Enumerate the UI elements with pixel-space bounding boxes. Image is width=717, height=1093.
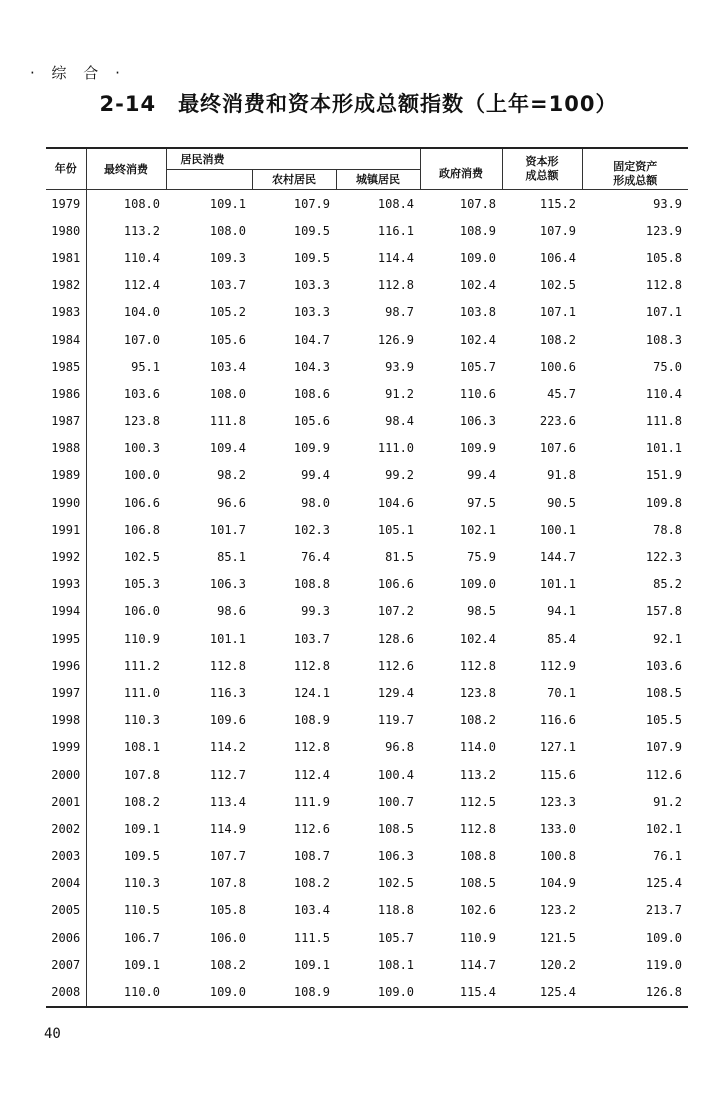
value-cell: 97.5 <box>467 495 497 510</box>
value-cell: 112.8 <box>377 278 415 293</box>
table-row <box>46 326 688 353</box>
value-cell: 108.4 <box>377 196 415 211</box>
value-cell: 70.1 <box>547 685 577 700</box>
year-cell: 2003 <box>46 843 86 870</box>
value-cell: 106.3 <box>377 849 415 864</box>
value-cell: 45.7 <box>547 386 577 401</box>
year-cell: 1995 <box>46 625 86 652</box>
value-cell: 112.6 <box>645 767 683 782</box>
year-cell: 2004 <box>46 870 86 897</box>
value-cell: 119.0 <box>645 957 683 972</box>
value-cell: 122.3 <box>645 550 683 565</box>
value-cell: 106.8 <box>123 522 160 537</box>
value-cell: 110.3 <box>123 876 160 891</box>
value-cell: 103.8 <box>459 305 497 320</box>
value-cell: 102.1 <box>645 821 683 836</box>
value-cell: 110.4 <box>645 386 683 401</box>
value-cell: 105.7 <box>377 930 415 945</box>
value-cell: 99.4 <box>467 468 497 483</box>
table-row <box>46 299 688 326</box>
year-cell: 1997 <box>46 679 86 706</box>
value-cell: 98.0 <box>301 495 330 510</box>
section-label: · 综 合 · <box>30 64 126 82</box>
value-cell: 107.0 <box>123 332 160 347</box>
value-cell: 123.2 <box>539 903 577 918</box>
year-cell: 2006 <box>46 924 86 951</box>
table-row <box>46 734 688 761</box>
year-cell: 1996 <box>46 652 86 679</box>
value-cell: 102.3 <box>293 522 330 537</box>
year-cell: 1998 <box>46 707 86 734</box>
value-cell: 96.6 <box>217 495 246 510</box>
value-cell: 105.6 <box>293 414 330 429</box>
value-cell: 106.6 <box>123 495 160 510</box>
value-cell: 108.5 <box>645 685 683 700</box>
year-cell: 1985 <box>46 353 86 380</box>
value-cell: 99.2 <box>385 468 415 483</box>
value-cell: 151.9 <box>645 468 683 483</box>
value-cell: 107.9 <box>539 223 577 238</box>
value-cell: 126.9 <box>377 332 415 347</box>
value-cell: 106.6 <box>377 577 415 592</box>
table-row <box>46 652 688 679</box>
value-cell: 113.2 <box>459 767 497 782</box>
value-cell: 103.3 <box>293 278 330 293</box>
value-cell: 108.5 <box>459 876 497 891</box>
value-cell: 109.5 <box>123 849 160 864</box>
value-cell: 106.4 <box>539 250 577 265</box>
value-cell: 108.0 <box>209 386 246 401</box>
year-cell: 1981 <box>46 244 86 271</box>
value-cell: 111.2 <box>123 658 160 673</box>
value-cell: 112.4 <box>293 767 330 782</box>
page-title <box>0 88 717 118</box>
value-cell: 99.3 <box>301 604 330 619</box>
value-cell: 91.2 <box>653 794 683 809</box>
value-cell: 109.0 <box>645 930 683 945</box>
table-row <box>46 543 688 570</box>
value-cell: 108.7 <box>293 849 330 864</box>
value-cell: 78.8 <box>653 522 683 537</box>
value-cell: 105.1 <box>377 522 415 537</box>
value-cell: 101.7 <box>209 522 246 537</box>
value-cell: 108.2 <box>209 957 246 972</box>
value-cell: 123.9 <box>645 223 683 238</box>
value-cell: 111.8 <box>209 414 246 429</box>
value-cell: 109.4 <box>209 441 246 456</box>
value-cell: 103.7 <box>209 278 246 293</box>
value-cell: 102.4 <box>459 631 497 646</box>
value-cell: 119.7 <box>377 713 415 728</box>
value-cell: 114.4 <box>377 250 415 265</box>
value-cell: 104.7 <box>293 332 330 347</box>
year-cell: 1986 <box>46 380 86 407</box>
value-cell: 114.2 <box>209 740 246 755</box>
value-cell: 94.1 <box>547 604 577 619</box>
value-cell: 115.4 <box>420 978 502 1006</box>
value-cell: 109.8 <box>645 495 683 510</box>
page-number: 40 <box>44 1026 61 1042</box>
value-cell: 106.3 <box>209 577 246 592</box>
year-cell: 2005 <box>46 897 86 924</box>
value-cell: 108.2 <box>459 713 497 728</box>
value-cell: 102.5 <box>377 876 415 891</box>
table-row <box>46 353 688 380</box>
value-cell: 108.2 <box>539 332 577 347</box>
value-cell: 124.1 <box>293 685 330 700</box>
year-cell: 1989 <box>46 462 86 489</box>
value-cell: 98.6 <box>217 604 246 619</box>
value-cell: 93.9 <box>385 359 415 374</box>
value-cell: 102.5 <box>539 278 577 293</box>
value-cell: 213.7 <box>645 903 683 918</box>
year-cell: 2007 <box>46 951 86 978</box>
year-cell: 1979 <box>46 190 86 218</box>
year-cell: 1992 <box>46 543 86 570</box>
value-cell: 109.1 <box>123 957 160 972</box>
value-cell: 109.0 <box>459 577 497 592</box>
value-cell: 85.2 <box>653 577 683 592</box>
value-cell: 123.8 <box>123 414 160 429</box>
table-row <box>46 217 688 244</box>
value-cell: 104.3 <box>293 359 330 374</box>
table-row <box>46 380 688 407</box>
value-cell: 101.1 <box>539 577 577 592</box>
value-cell: 126.8 <box>582 978 688 1006</box>
table-row <box>46 516 688 543</box>
value-cell: 102.6 <box>459 903 497 918</box>
value-cell: 112.5 <box>459 794 497 809</box>
value-cell: 109.3 <box>209 250 246 265</box>
value-cell: 107.8 <box>459 196 497 211</box>
value-cell: 100.4 <box>377 767 415 782</box>
col-header-final-consumption: 最终消费 <box>86 148 166 190</box>
col-header-year: 年份 <box>46 148 86 190</box>
value-cell: 108.0 <box>123 196 160 211</box>
value-cell: 102.5 <box>123 550 160 565</box>
value-cell: 113.4 <box>209 794 246 809</box>
value-cell: 103.4 <box>209 359 246 374</box>
col-header-government: 政府消费 <box>420 148 502 190</box>
value-cell: 108.1 <box>123 740 160 755</box>
value-cell: 106.0 <box>123 604 160 619</box>
year-cell: 1991 <box>46 516 86 543</box>
table-row <box>46 190 688 218</box>
value-cell: 105.8 <box>645 250 683 265</box>
value-cell: 100.8 <box>539 849 577 864</box>
value-cell: 108.5 <box>377 821 415 836</box>
table-title: 最终消费和资本形成总额指数（上年=100） <box>178 92 618 116</box>
value-cell: 104.0 <box>123 305 160 320</box>
value-cell: 114.9 <box>209 821 246 836</box>
value-cell: 103.3 <box>293 305 330 320</box>
value-cell: 105.5 <box>645 713 683 728</box>
col-header-household-spacer <box>166 170 252 190</box>
value-cell: 76.1 <box>653 849 683 864</box>
value-cell: 102.4 <box>459 278 497 293</box>
fixed-capital-line1: 固定资产 <box>613 160 658 173</box>
value-cell: 109.9 <box>459 441 497 456</box>
value-cell: 105.8 <box>209 903 246 918</box>
value-cell: 116.6 <box>539 713 577 728</box>
capital-formation-line2: 成总额 <box>525 169 559 182</box>
value-cell: 109.0 <box>336 978 420 1006</box>
value-cell: 105.6 <box>209 332 246 347</box>
value-cell: 112.6 <box>293 821 330 836</box>
table-row <box>46 951 688 978</box>
value-cell: 129.4 <box>377 685 415 700</box>
table-row <box>46 571 688 598</box>
col-header-household-consumption: 居民消费 <box>166 148 420 170</box>
value-cell: 98.7 <box>385 305 415 320</box>
year-cell: 2000 <box>46 761 86 788</box>
year-cell: 1990 <box>46 489 86 516</box>
value-cell: 108.8 <box>293 577 330 592</box>
value-cell: 95.1 <box>131 359 160 374</box>
table-row <box>46 707 688 734</box>
value-cell: 101.1 <box>209 631 246 646</box>
value-cell: 107.1 <box>539 305 577 320</box>
value-cell: 110.6 <box>459 386 497 401</box>
year-cell: 1984 <box>46 326 86 353</box>
year-cell: 1993 <box>46 571 86 598</box>
value-cell: 111.0 <box>377 441 415 456</box>
value-cell: 108.8 <box>459 849 497 864</box>
value-cell: 127.1 <box>539 740 577 755</box>
value-cell: 109.0 <box>166 978 252 1006</box>
value-cell: 110.5 <box>123 903 160 918</box>
value-cell: 108.1 <box>377 957 415 972</box>
value-cell: 106.3 <box>459 414 497 429</box>
value-cell: 107.1 <box>645 305 683 320</box>
value-cell: 108.9 <box>293 713 330 728</box>
year-cell: 1999 <box>46 734 86 761</box>
value-cell: 108.9 <box>252 978 336 1006</box>
value-cell: 91.8 <box>547 468 577 483</box>
value-cell: 81.5 <box>385 550 415 565</box>
table-row <box>46 924 688 951</box>
value-cell: 102.4 <box>459 332 497 347</box>
value-cell: 85.1 <box>217 550 246 565</box>
value-cell: 125.4 <box>502 978 582 1006</box>
value-cell: 109.0 <box>459 250 497 265</box>
year-cell: 1982 <box>46 272 86 299</box>
value-cell: 109.1 <box>123 821 160 836</box>
table-row <box>46 978 688 1006</box>
value-cell: 112.6 <box>377 658 415 673</box>
value-cell: 107.8 <box>209 876 246 891</box>
table-row <box>46 843 688 870</box>
value-cell: 108.0 <box>209 223 246 238</box>
value-cell: 103.6 <box>645 658 683 673</box>
value-cell: 144.7 <box>539 550 577 565</box>
col-header-urban: 城镇居民 <box>336 170 420 190</box>
value-cell: 110.3 <box>123 713 160 728</box>
year-cell: 1980 <box>46 217 86 244</box>
table-row <box>46 870 688 897</box>
value-cell: 128.6 <box>377 631 415 646</box>
value-cell: 98.5 <box>467 604 497 619</box>
value-cell: 121.5 <box>539 930 577 945</box>
value-cell: 112.8 <box>209 658 246 673</box>
value-cell: 96.8 <box>385 740 415 755</box>
value-cell: 100.0 <box>123 468 160 483</box>
value-cell: 98.2 <box>217 468 246 483</box>
table-row <box>46 489 688 516</box>
value-cell: 106.0 <box>209 930 246 945</box>
value-cell: 109.5 <box>293 223 330 238</box>
value-cell: 100.3 <box>123 441 160 456</box>
table-row <box>46 815 688 842</box>
value-cell: 112.7 <box>209 767 246 782</box>
table-number: 2-14 <box>99 92 157 116</box>
value-cell: 104.6 <box>377 495 415 510</box>
year-cell: 2001 <box>46 788 86 815</box>
value-cell: 108.2 <box>293 876 330 891</box>
value-cell: 112.8 <box>293 658 330 673</box>
value-cell: 107.9 <box>293 196 330 211</box>
table-row <box>46 679 688 706</box>
value-cell: 109.9 <box>293 441 330 456</box>
year-cell: 1983 <box>46 299 86 326</box>
value-cell: 118.8 <box>377 903 415 918</box>
value-cell: 109.1 <box>293 957 330 972</box>
value-cell: 223.6 <box>539 414 577 429</box>
col-header-rural: 农村居民 <box>252 170 336 190</box>
value-cell: 112.9 <box>539 658 577 673</box>
year-cell: 2008 <box>46 978 86 1006</box>
value-cell: 116.3 <box>209 685 246 700</box>
value-cell: 112.8 <box>293 740 330 755</box>
col-header-capital-formation <box>502 148 582 190</box>
value-cell: 108.6 <box>293 386 330 401</box>
value-cell: 110.9 <box>123 631 160 646</box>
value-cell: 98.4 <box>385 414 415 429</box>
value-cell: 100.6 <box>539 359 577 374</box>
value-cell: 91.2 <box>385 386 415 401</box>
value-cell: 123.8 <box>459 685 497 700</box>
value-cell: 120.2 <box>539 957 577 972</box>
value-cell: 108.3 <box>645 332 683 347</box>
value-cell: 107.8 <box>123 767 160 782</box>
value-cell: 107.6 <box>539 441 577 456</box>
value-cell: 113.2 <box>123 223 160 238</box>
value-cell: 112.8 <box>459 821 497 836</box>
table-row <box>46 272 688 299</box>
value-cell: 108.9 <box>459 223 497 238</box>
value-cell: 100.1 <box>539 522 577 537</box>
table-row <box>46 435 688 462</box>
value-cell: 110.9 <box>459 930 497 945</box>
value-cell: 104.9 <box>539 876 577 891</box>
value-cell: 123.3 <box>539 794 577 809</box>
capital-formation-line1: 资本形 <box>525 155 559 168</box>
value-cell: 111.5 <box>293 930 330 945</box>
value-cell: 111.9 <box>293 794 330 809</box>
value-cell: 125.4 <box>645 876 683 891</box>
value-cell: 102.1 <box>459 522 497 537</box>
value-cell: 114.7 <box>459 957 497 972</box>
value-cell: 110.0 <box>86 978 166 1006</box>
value-cell: 111.0 <box>123 685 160 700</box>
value-cell: 75.0 <box>653 359 683 374</box>
table-row <box>46 244 688 271</box>
table-row <box>46 761 688 788</box>
value-cell: 111.8 <box>645 414 683 429</box>
value-cell: 157.8 <box>645 604 683 619</box>
fixed-capital-line2: 形成总额 <box>613 174 658 187</box>
value-cell: 85.4 <box>547 631 577 646</box>
value-cell: 105.3 <box>123 577 160 592</box>
consumption-capital-index-table <box>46 147 688 1008</box>
value-cell: 109.6 <box>209 713 246 728</box>
value-cell: 106.7 <box>123 930 160 945</box>
value-cell: 103.4 <box>293 903 330 918</box>
table-row <box>46 408 688 435</box>
value-cell: 76.4 <box>301 550 330 565</box>
value-cell: 110.4 <box>123 250 160 265</box>
value-cell: 103.7 <box>293 631 330 646</box>
col-header-fixed-capital <box>582 148 688 190</box>
value-cell: 103.6 <box>123 386 160 401</box>
table-row <box>46 788 688 815</box>
value-cell: 112.4 <box>123 278 160 293</box>
value-cell: 105.2 <box>209 305 246 320</box>
value-cell: 100.7 <box>377 794 415 809</box>
value-cell: 90.5 <box>547 495 577 510</box>
year-cell: 1988 <box>46 435 86 462</box>
value-cell: 109.5 <box>293 250 330 265</box>
value-cell: 75.9 <box>467 550 497 565</box>
value-cell: 109.1 <box>209 196 246 211</box>
value-cell: 112.8 <box>645 278 683 293</box>
value-cell: 108.2 <box>123 794 160 809</box>
year-cell: 2002 <box>46 815 86 842</box>
value-cell: 116.1 <box>377 223 415 238</box>
value-cell: 93.9 <box>653 196 683 211</box>
value-cell: 107.9 <box>645 740 683 755</box>
value-cell: 107.2 <box>377 604 415 619</box>
value-cell: 107.7 <box>209 849 246 864</box>
value-cell: 115.2 <box>539 196 577 211</box>
value-cell: 101.1 <box>645 441 683 456</box>
value-cell: 115.6 <box>539 767 577 782</box>
table-row <box>46 462 688 489</box>
value-cell: 114.0 <box>459 740 497 755</box>
year-cell: 1987 <box>46 408 86 435</box>
value-cell: 133.0 <box>539 821 577 836</box>
table-row <box>46 598 688 625</box>
value-cell: 99.4 <box>301 468 330 483</box>
year-cell: 1994 <box>46 598 86 625</box>
table-row <box>46 625 688 652</box>
value-cell: 105.7 <box>459 359 497 374</box>
value-cell: 92.1 <box>653 631 683 646</box>
value-cell: 112.8 <box>459 658 497 673</box>
table-row <box>46 897 688 924</box>
